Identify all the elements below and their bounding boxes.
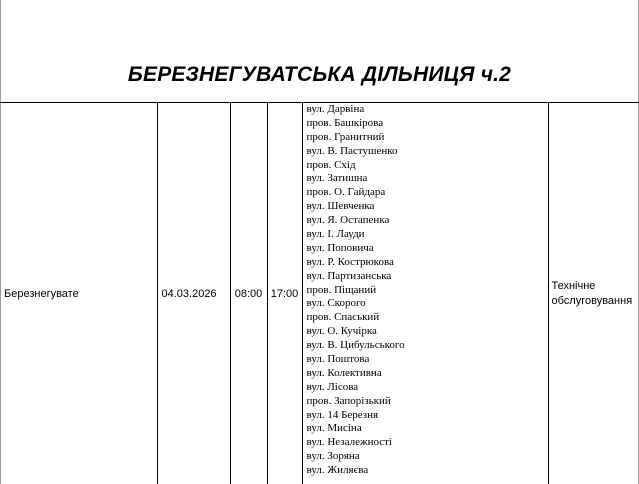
street-list-item: вул. Лісова [306,380,359,393]
street-list-item: вул. Я. Остапенка [306,214,390,227]
end-time-cell: 17:00 [267,103,302,484]
street-list-item: вул. О. Кучірка [306,325,377,338]
street-list-item: вул. Мисіна [306,422,362,435]
street-list-item: вул. Зоряна [306,450,360,463]
street-list-item: пров. Спаський [306,311,380,324]
street-list-item: вул. Поповича [306,241,374,254]
street-list-item: вул. Жиляєва [306,464,369,477]
street-list-item: вул. Затишна [306,172,368,185]
streets-cell [302,103,548,484]
street-list-item: вул. Колективна [306,366,382,379]
date-cell: 04.03.2026 [157,103,230,484]
street-list-item: пров. Запорізький [306,394,391,407]
start-time-cell: 08:00 [230,103,267,484]
street-list-item: вул. В. Цибульського [306,339,405,352]
street-list-item: пров. Схід [306,158,356,171]
street-list-item: вул. Скорого [306,297,366,310]
street-list-item: вул. Поштова [306,353,370,366]
reason-cell: Технічне обслуговування [548,103,639,484]
street-list-item: вул. Шевченка [306,200,375,213]
street-list-item: вул. Р. Кострюкова [306,255,394,268]
street-list-item: вул. Дарвіна [306,103,365,115]
table-row [0,103,639,484]
street-list-item: вул. Незалежності [306,436,392,449]
street-list [307,103,548,478]
street-list-item: вул. В. Пастушенко [306,144,398,157]
street-list-item: пров. Піщаний [306,283,377,296]
outage-schedule-table [0,102,639,484]
locality-cell: Березнегувате [0,103,157,484]
street-list-item: вул. І. Лауди [306,228,365,241]
street-list-item: вул. 14 Березня [306,408,379,421]
street-list-item: пров. Гранитний [306,130,385,143]
street-list-item: пров. Башкірова [306,116,384,129]
document-title: БЕРЕЗНЕГУВАТСЬКА ДІЛЬНИЦЯ ч.2 [127,63,512,86]
street-list-item: пров. О. Гайдара [306,186,386,199]
street-list-item: вул. Партизанська [306,269,392,282]
